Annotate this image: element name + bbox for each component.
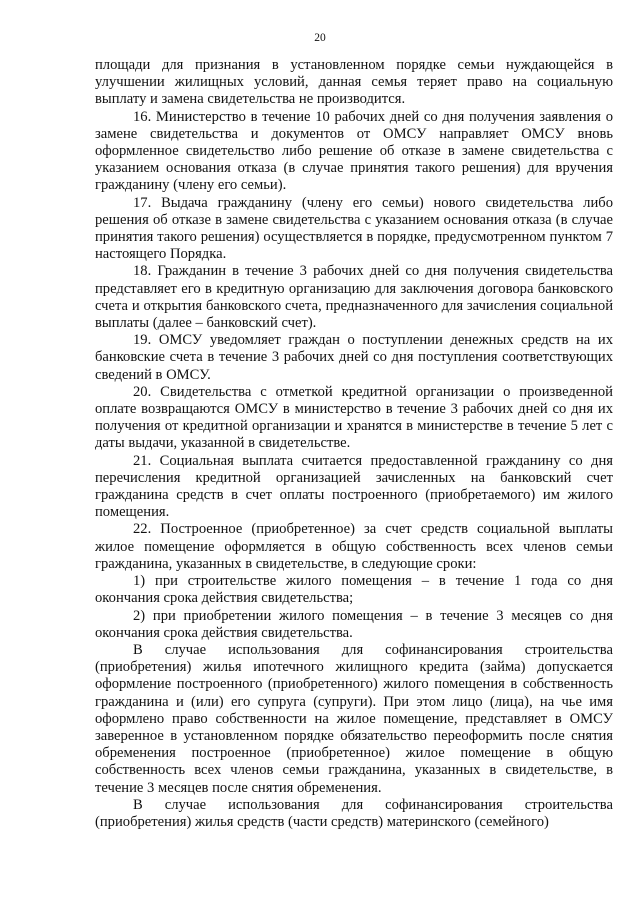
- paragraph: 22. Построенное (приобретенное) за счет средств социальной выплаты жилое помещение оформляется в общую собственность всех членов семьи гражданина, указанных в свидетельстве, в следующие сроки:: [95, 521, 613, 572]
- paragraph: В случае использования для софинансирования строительства (приобретения) жилья ипотечного жилищного кредита (займа) допускается оформление построенного (приобретенного) жилого помещения в собственность гражданина и (или) его супруга (супруги). При этом лицо (лица), на чье имя оформлено право собственности на жилое помещение, представляет в ОМСУ заверенное в установленном порядке обязательство переоформить после снятия обременения построенное (приобретенное) жилое помещение в общую собственность всех членов семьи гражданина, указанных в свидетельстве, в течение 3 месяцев после снятия обременения.: [95, 641, 613, 796]
- paragraph: 1) при строительстве жилого помещения – в течение 1 года со дня окончания срока действия свидетельства;: [95, 573, 613, 607]
- paragraph: 20. Свидетельства с отметкой кредитной организации о произведенной оплате возвращаются ОМСУ в министерство в течение 3 рабочих дней со дня их получения от кредитной организации и хранятся в министерстве в течение 5 лет с даты выдачи, указанной в свидетельстве.: [95, 383, 613, 452]
- paragraph: В случае использования для софинансирования строительства (приобретения) жилья средств (части средств) материнского (семейного): [95, 796, 613, 830]
- page-number: 20: [314, 32, 326, 44]
- paragraph: площади для признания в установленном порядке семьи нуждающейся в улучшении жилищных условий, данная семья теряет право на социальную выплату и замена свидетельства не производится.: [95, 57, 613, 108]
- paragraph: 2) при приобретении жилого помещения – в течение 3 месяцев со дня окончания срока действия свидетельства.: [95, 607, 613, 641]
- document-body: [95, 57, 613, 831]
- paragraph: 21. Социальная выплата считается предоставленной гражданину со дня перечисления кредитной организацией зачисленных на банковский счет гражданина средств в счет оплаты построенного (приобретаемого) им жилого помещения.: [95, 452, 613, 521]
- paragraph: 19. ОМСУ уведомляет граждан о поступлении денежных средств на их банковские счета в течение 3 рабочих дней со дня поступления соответствующих сведений в ОМСУ.: [95, 332, 613, 383]
- paragraph: 17. Выдача гражданину (члену его семьи) нового свидетельства либо решения об отказе в замене свидетельства с указанием основания отказа (в случае принятия такого решения) осуществляется в порядке, предусмотренном пунктом 7 настоящего Порядка.: [95, 194, 613, 263]
- paragraph: 18. Гражданин в течение 3 рабочих дней со дня получения свидетельства представляет его в кредитную организацию для заключения договора банковского счета и открытия банковского счета, предназначенного для зачисления социальной выплаты (далее – банковский счет).: [95, 263, 613, 332]
- paragraph: 16. Министерство в течение 10 рабочих дней со дня получения заявления о замене свидетельства и документов от ОМСУ направляет ОМСУ вновь оформленное свидетельство либо решение об отказе в замене свидетельства с указанием основания отказа (в случае принятия такого решения) для вручения гражданину (члену его семьи).: [95, 108, 613, 194]
